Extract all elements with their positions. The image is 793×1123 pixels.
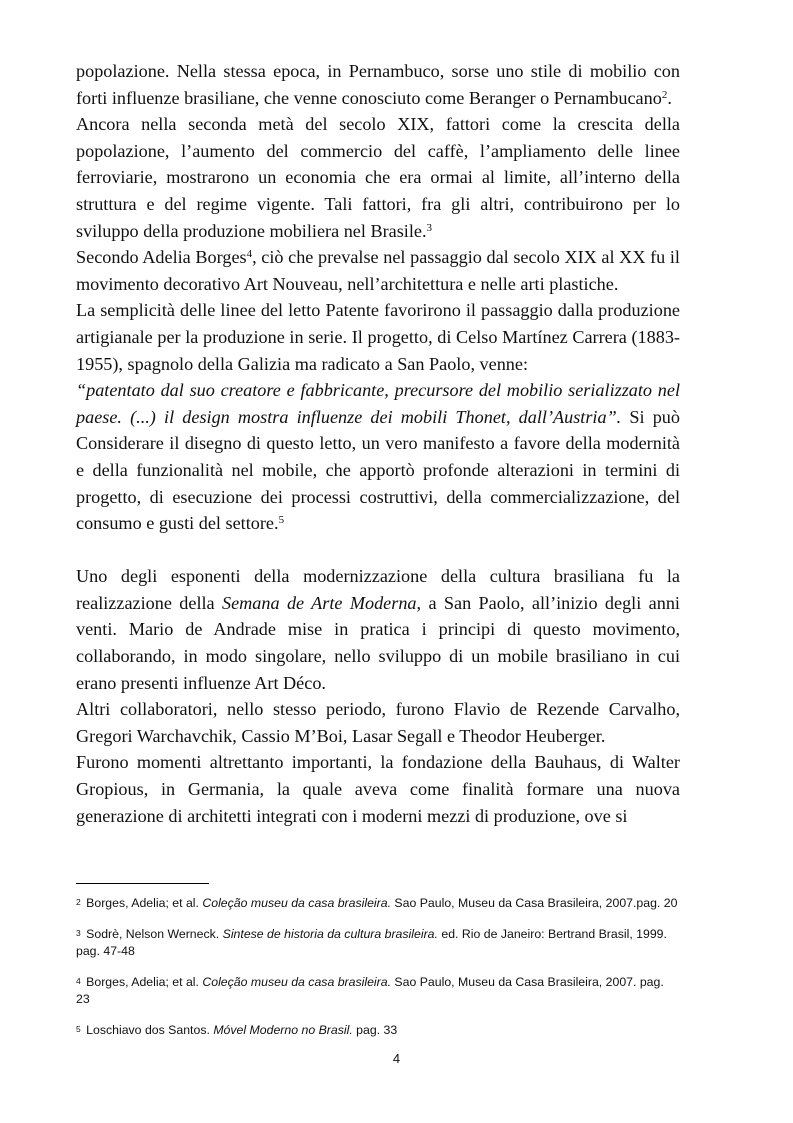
footnote-ref-4: 4 <box>246 248 253 261</box>
footnotes <box>76 894 680 1051</box>
paragraph-3: Secondo Adelia Borges$^4$, ciò che prevalse nel passaggio dal secolo XIX al XX fu il movimento decorativo Art Nouveau, nell’architettura e nelle arti plastiche. <box>76 247 680 294</box>
paragraph-4: La semplicità delle linee del letto Patente favorirono il passaggio dalla produzione artigianale per la produzione in serie. Il progetto, di Celso Martínez Carrera (1883-1955), spagnolo della Galizia ma radicato a San Paolo, venne: “patentato dal suo creatore e fabbricante, precursore del mobilio serializzato nel paese. (...) il design mostra influenze dei mobili Thonet, dall’Austria”. Si può Considerare il disegno di questo letto, un vero manifesto a favore della modernità e della funzionalità nel mobile, che apportò profonde alterazioni in termini di progetto, di esecuzione dei processi costruttivi, della commercializzazione, del consumo e gusti del settore.$^5$ <box>76 300 680 534</box>
footnote: 2 Borges, Adelia; et al. Coleção museu da casa brasileira. Sao Paulo, Museu da Casa Brasileira, 2007.pag. 20 <box>76 896 678 910</box>
paragraph-6: Altri collaboratori, nello stesso periodo, furono Flavio de Rezende Carvalho, Gregori Warchavchik, Cassio M’Boi, Lasar Segall e Theodor Heuberger. <box>76 699 680 746</box>
footnote-ref-3: 3 <box>426 221 433 234</box>
paragraph-5: Uno degli esponenti della modernizzazione della cultura brasiliana fu la realizzazione della Semana de Arte Moderna, a San Paolo, all’inizio degli anni venti. Mario de Andrade mise in pratica i principi di questo movimento, collaborando, in modo singolare, nello sviluppo di un mobile brasiliano in cui erano presenti influenze Art Déco. <box>76 566 680 693</box>
paragraph-2: Ancora nella seconda metà del secolo XIX, fattori come la crescita della popolazione, l’aumento del commercio del caffè, l’ampliamento delle linee ferroviarie, mostrarono un economia che era ormai al limite, all’interno della struttura e del regime vigente. Tali fattori, fra gli altri, contribuirono per lo sviluppo della produzione mobiliera nel Brasile.$^3$ <box>76 114 680 241</box>
quote: “patentato dal suo creatore e fabbricante, precursore del mobilio serializzato nel paese. (...) il design mostra influenze dei mobili Thonet, dall’Austria”. <box>76 380 680 427</box>
event-title: Semana de Arte Moderna <box>222 592 417 613</box>
footnote: 3 Sodrè, Nelson Werneck. Sintese de historia da cultura brasileira. ed. Rio de Janeiro: Bertrand Brasil, 1999. pag. 47-48 <box>76 926 667 958</box>
paragraph-1: popolazione. Nella stessa epoca, in Pernambuco, sorse uno stile di mobilio con forti influenze brasiliane, che venne conosciuto come Beranger o Pernambucano$^2$. <box>76 61 680 108</box>
footnote-divider <box>76 883 209 884</box>
footnote-ref-2: 2 <box>661 88 668 101</box>
paragraph-7: Furono momenti altrettanto importanti, la fondazione della Bauhaus, di Walter Gropious, in Germania, la quale aveva come finalità formare una nuova generazione di architetti integrati con i moderni mezzi di produzione, ove si <box>76 752 680 826</box>
footnote: 5 Loschiavo dos Santos. Móvel Moderno no Brasil. pag. 33 <box>76 1022 398 1037</box>
body-text <box>76 58 680 829</box>
footnote: 4 Borges, Adelia; et al. Coleção museu da casa brasileira. Sao Paulo, Museu da Casa Brasileira, 2007. pag. 23 <box>76 974 664 1006</box>
footnote-ref-5: 5 <box>278 514 285 527</box>
page-number: 4 <box>392 1051 401 1066</box>
